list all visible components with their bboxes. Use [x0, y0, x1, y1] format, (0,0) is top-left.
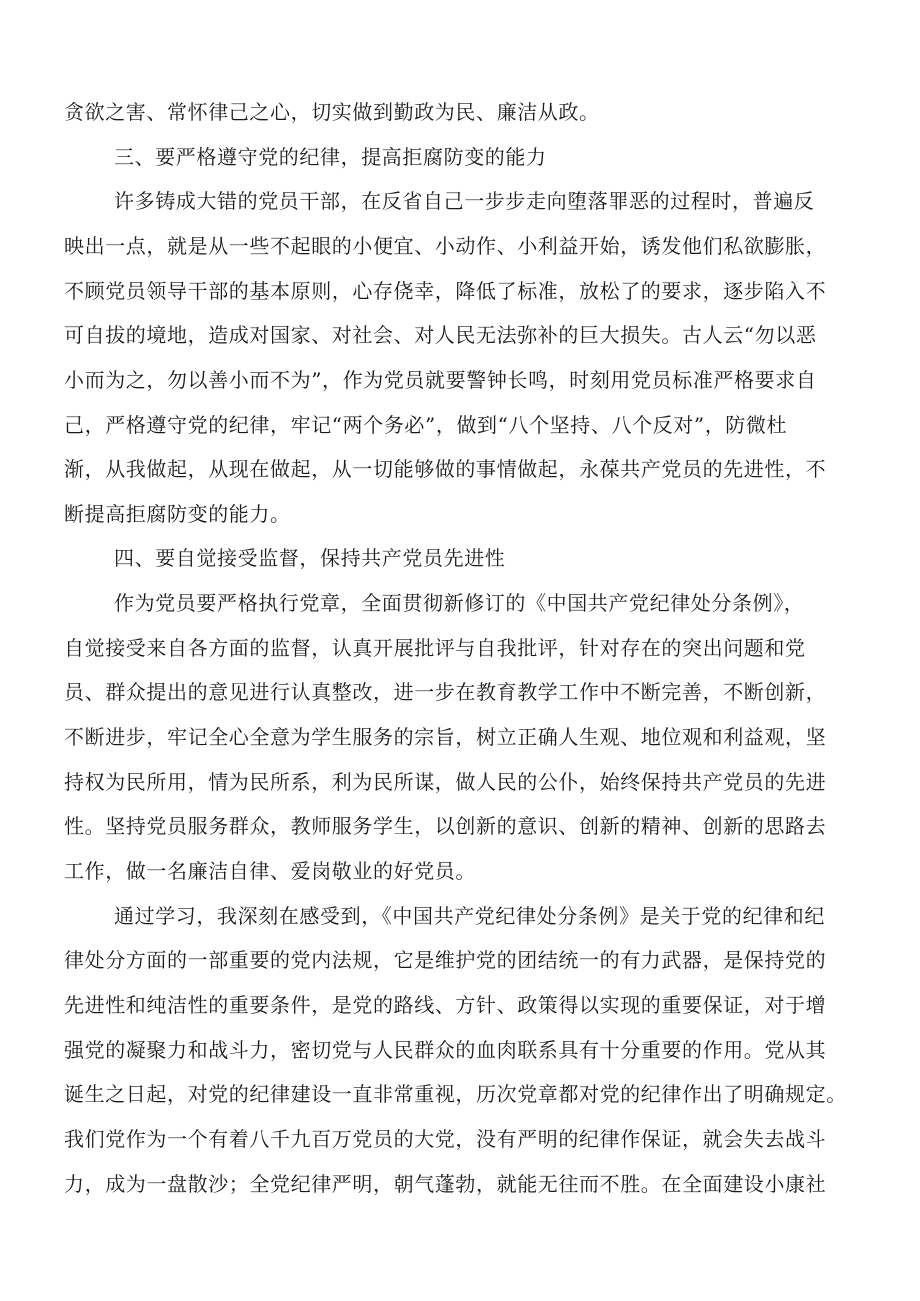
paragraph-line: 诞生之日起，对党的纪律建设一直非常重视，历次党章都对党的纪律作出了明确规定。 — [64, 1082, 847, 1106]
paragraph-line: 自觉接受来自各方面的监督，认真开展批评与自我批评，针对存在的突出问题和党 — [64, 636, 806, 660]
paragraph-line: 作为党员要严格执行党章，全面贯彻新修订的《中国共产党纪律处分条例》， — [114, 591, 805, 615]
paragraph-line: 许多铸成大错的党员干部，在反省自己一步步走向堕落罪恶的过程时，普遍反 — [114, 189, 815, 213]
paragraph-line: 持权为民所用，情为民所系，利为民所谋，做人民的公仆，始终保持共产党员的先进 — [64, 770, 827, 794]
paragraph-line: 性。坚持党员服务群众，教师服务学生，以创新的意识、创新的精神、创新的思路去 — [64, 814, 827, 838]
paragraph-line: 断提高拒腐防变的能力。 — [64, 502, 291, 526]
paragraph-line: 可自拔的境地，造成对国家、对社会、对人民无法弥补的巨大损失。古人云“勿以恶 — [64, 323, 817, 347]
paragraph-line: 律处分方面的一部重要的党内法规，它是维护党的团结统一的有力武器，是保持党的 — [64, 948, 827, 972]
paragraph-line: 强党的凝聚力和战斗力，密切党与人民群众的血肉联系具有十分重要的作用。党从其 — [64, 1038, 827, 1062]
paragraph-line: 不断进步，牢记全心全意为学生服务的宗旨，树立正确人生观、地位观和利益观，坚 — [64, 725, 827, 749]
paragraph-line: 渐，从我做起，从现在做起，从一切能够做的事情做起，永葆共产党员的先进性，不 — [64, 457, 827, 481]
paragraph-line: 小而为之，勿以善小而不为”，作为党员就要警钟长鸣，时刻用党员标准严格要求自 — [64, 368, 817, 392]
paragraph-line: 通过学习，我深刻在感受到，《中国共产党纪律处分条例》是关于党的纪律和纪 — [114, 904, 825, 928]
paragraph-line: 我们党作为一个有着八千九百万党员的大党，没有严明的纪律作保证，就会失去战斗 — [64, 1127, 827, 1151]
paragraph-line: 工作，做一名廉洁自律、爱岗敬业的好党员。 — [64, 859, 476, 883]
section-heading: 三、要严格遵守党的纪律，提高拒腐防变的能力 — [114, 145, 547, 169]
paragraph-line: 己，严格遵守党的纪律，牢记“两个务必”，做到“八个坚持、八个反对”，防微杜 — [64, 413, 788, 437]
paragraph-line: 先进性和纯洁性的重要条件，是党的路线、方针、政策得以实现的重要保证，对于增 — [64, 993, 827, 1017]
paragraph-line: 映出一点，就是从一些不起眼的小便宜、小动作、小利益开始，诱发他们私欲膨胀， — [64, 234, 827, 258]
paragraph-line: 不顾党员领导干部的基本原则，心存侥幸，降低了标准，放松了的要求，逐步陷入不 — [64, 279, 827, 303]
section-heading: 四、要自觉接受监督，保持共产党员先进性 — [114, 546, 506, 570]
paragraph-line: 员、群众提出的意见进行认真整改，进一步在教育教学工作中不断完善，不断创新， — [64, 680, 827, 704]
paragraph-line: 力，成为一盘散沙；全党纪律严明，朝气蓬勃，就能无往而不胜。在全面建设小康社 — [64, 1172, 827, 1196]
paragraph-line: 贪欲之害、常怀律己之心，切实做到勤政为民、廉洁从政。 — [64, 100, 600, 124]
